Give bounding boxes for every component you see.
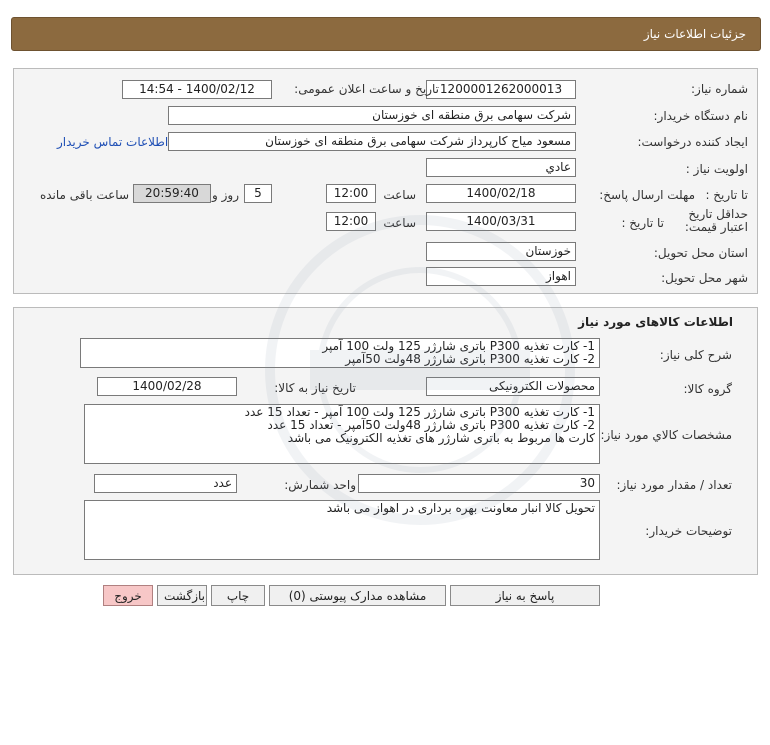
group-field: محصولات الکترونیکی [426, 377, 600, 396]
province-label: استان محل تحویل: [653, 246, 748, 260]
unit-label: واحد شمارش: [284, 478, 356, 492]
need-number-field: 1200001262000013 [426, 80, 576, 99]
province-field: خوزستان [426, 242, 576, 261]
goods-section-title: اطلاعات کالاهای مورد نیاز [578, 315, 733, 329]
deadline-until-label: تا تاریخ : [705, 188, 748, 202]
need-number-label: شماره نیاز: [691, 82, 748, 96]
validity-until-label: تا تاریخ : [621, 216, 664, 230]
buyer-field: شرکت سهامی برق منطقه ای خوزستان [168, 106, 576, 125]
qty-field: 30 [358, 474, 600, 493]
validity-date-field: 1400/03/31 [426, 212, 576, 231]
specs-line: کارت ها مربوط به باتری شارژر های تغذیه الکترونیک می باشد [287, 431, 595, 445]
specs-label: مشخصات کالاي مورد نیاز: [600, 428, 732, 442]
city-field: اهواز [426, 267, 576, 286]
summary-label: شرح کلی نیاز: [659, 348, 732, 362]
remaining-days-field: 5 [244, 184, 272, 203]
deadline-time-field: 12:00 [326, 184, 376, 203]
notes-text: تحویل کالا انبار معاونت بهره برداری در اهواز می باشد [326, 501, 595, 515]
reply-button[interactable]: پاسخ به نیاز [450, 585, 600, 606]
notes-field [84, 500, 600, 560]
creator-field: مسعود میاح کارپرداز شرکت سهامی برق منطقه ای خوزستان [168, 132, 576, 151]
notes-label: توضیحات خریدار: [645, 524, 732, 538]
need-date-label: تاریخ نیاز به کالا: [274, 381, 356, 395]
priority-label: اولویت نیاز : [685, 162, 748, 176]
specs-line: 2- کارت تغذیه P300 باتری شارژر 48ولت 50آمپر - تعداد 15 عدد [267, 418, 595, 432]
need-info-panel [13, 68, 758, 294]
deadline-label: مهلت ارسال پاسخ: [599, 188, 695, 202]
remaining-time-field: 20:59:40 [133, 184, 211, 203]
validity-time-label: ساعت [383, 216, 416, 230]
remaining-label: ساعت باقی مانده [39, 188, 129, 202]
days-label: روز و [212, 188, 239, 202]
qty-label: تعداد / مقدار مورد نیاز: [616, 478, 732, 492]
page-header [11, 17, 761, 51]
need-date-field: 1400/02/28 [97, 377, 237, 396]
back-button[interactable]: بازگشت [157, 585, 207, 606]
summary-line: 1- کارت تغذیه P300 باتری شارژر 125 ولت 100 آمپر [322, 339, 595, 353]
announce-field: 1400/02/12 - 14:54 [122, 80, 272, 99]
validity-time-field: 12:00 [326, 212, 376, 231]
deadline-time-label: ساعت [383, 188, 416, 202]
exit-button[interactable]: خروج [103, 585, 153, 606]
attachments-button[interactable]: مشاهده مدارک پیوستی (0) [269, 585, 446, 606]
unit-field: عدد [94, 474, 237, 493]
print-button[interactable]: چاپ [211, 585, 265, 606]
deadline-date-field: 1400/02/18 [426, 184, 576, 203]
buyer-contact-link[interactable]: اطلاعات تماس خریدار [57, 135, 169, 149]
buyer-label: نام دستگاه خریدار: [653, 109, 748, 123]
priority-field: عادي [426, 158, 576, 177]
creator-label: ایجاد کننده درخواست: [637, 135, 748, 149]
city-label: شهر محل تحویل: [661, 271, 748, 285]
summary-line: 2- کارت تغذیه P300 باتری شارژر 48ولت 50آمپر [345, 352, 595, 366]
specs-line: 1- کارت تغذیه P300 باتری شارژر 125 ولت 100 آمپر - تعداد 15 عدد [244, 405, 595, 419]
page-title: جزئیات اطلاعات نیاز [643, 27, 746, 41]
summary-field [80, 338, 600, 368]
validity-label: حداقل تاریخ اعتبار قیمت: [684, 207, 748, 234]
group-label: گروه کالا: [683, 382, 732, 396]
specs-field [84, 404, 600, 464]
announce-label: تاریخ و ساعت اعلان عمومی: [294, 82, 439, 96]
